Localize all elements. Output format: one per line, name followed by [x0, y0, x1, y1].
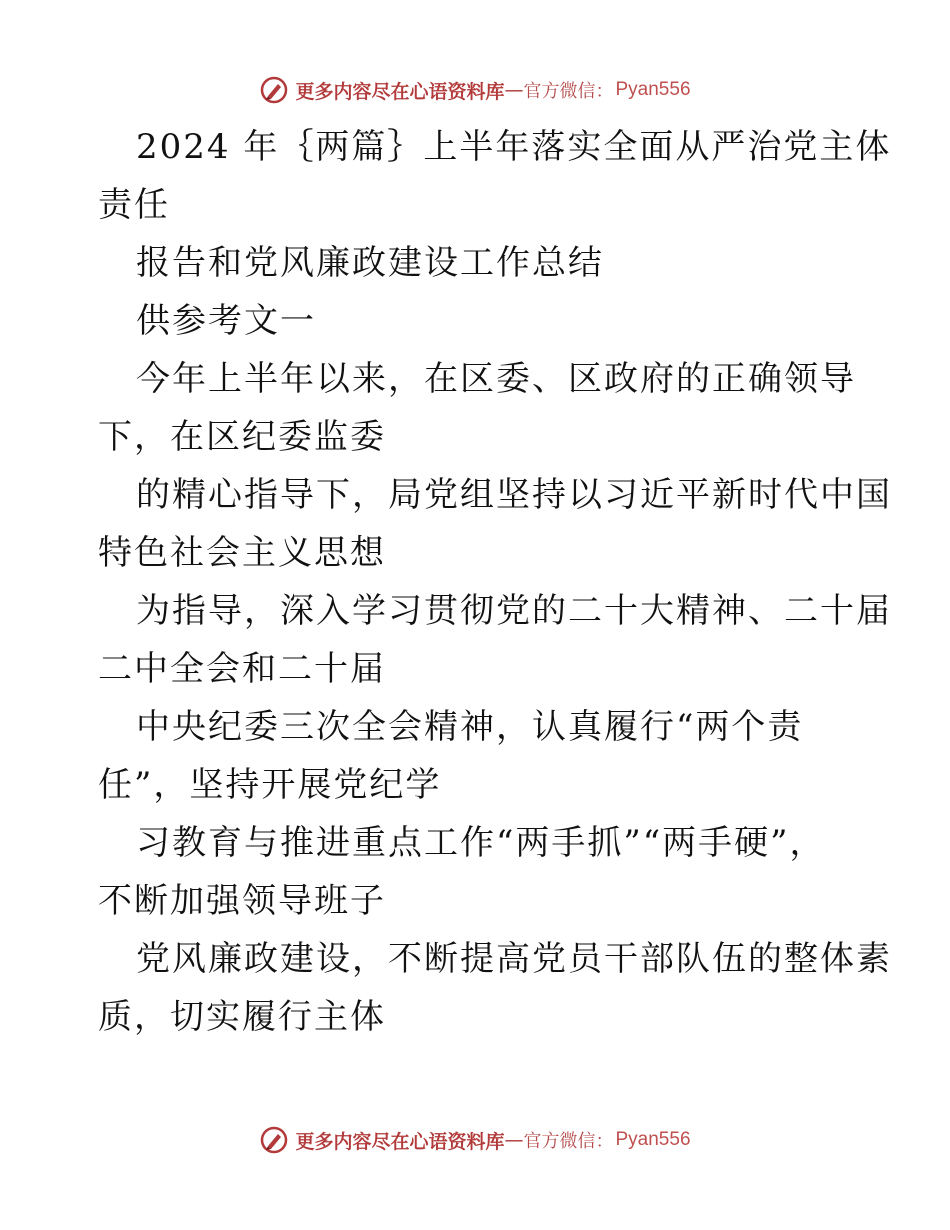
banner-brand-text: 更多内容尽在心语资料库 — [295, 80, 505, 103]
banner-wechat-id: Pyan556 — [615, 1129, 691, 1150]
banner-separator: — — [504, 79, 524, 101]
document-line: 党风廉政建设，不断提高党员干部队伍的整体素 — [136, 939, 892, 979]
document-line: 特色社会主义思想 — [98, 533, 386, 573]
document-line: 供参考文一 — [136, 301, 316, 341]
document-line: 任”，坚持开展党纪学 — [98, 765, 442, 805]
document-line: 报告和党风廉政建设工作总结 — [136, 243, 604, 283]
pen-circle-logo-icon — [259, 1125, 289, 1155]
banner-brand-text: 更多内容尽在心语资料库 — [295, 1130, 505, 1153]
banner-separator: — — [504, 1129, 524, 1151]
document-line: 中央纪委三次全会精神，认真履行“两个责 — [136, 707, 804, 747]
document-line: 2024 年｛两篇｝上半年落实全面从严治党主体 — [136, 127, 892, 167]
document-line: 不断加强领导班子 — [98, 881, 386, 921]
document-body — [98, 118, 892, 1046]
document-line: 的精心指导下，局党组坚持以习近平新时代中国 — [136, 475, 892, 515]
banner-wechat-id: Pyan556 — [615, 79, 691, 100]
document-line: 质，切实履行主体 — [98, 997, 386, 1037]
pen-circle-logo-icon — [259, 75, 289, 105]
document-line: 二中全会和二十届 — [98, 649, 386, 689]
banner-wechat-label: 官方微信： — [523, 81, 614, 102]
banner-wechat-label: 官方微信： — [523, 1131, 614, 1152]
document-line: 责任 — [98, 185, 170, 225]
footer-banner — [0, 1120, 950, 1160]
document-line: 为指导，深入学习贯彻党的二十大精神、二十届 — [136, 591, 892, 631]
document-line: 今年上半年以来，在区委、区政府的正确领导 — [136, 359, 856, 399]
document-line: 下，在区纪委监委 — [98, 417, 386, 457]
header-banner — [0, 70, 950, 110]
document-line: 习教育与推进重点工作“两手抓”“两手硬”， — [136, 823, 826, 863]
